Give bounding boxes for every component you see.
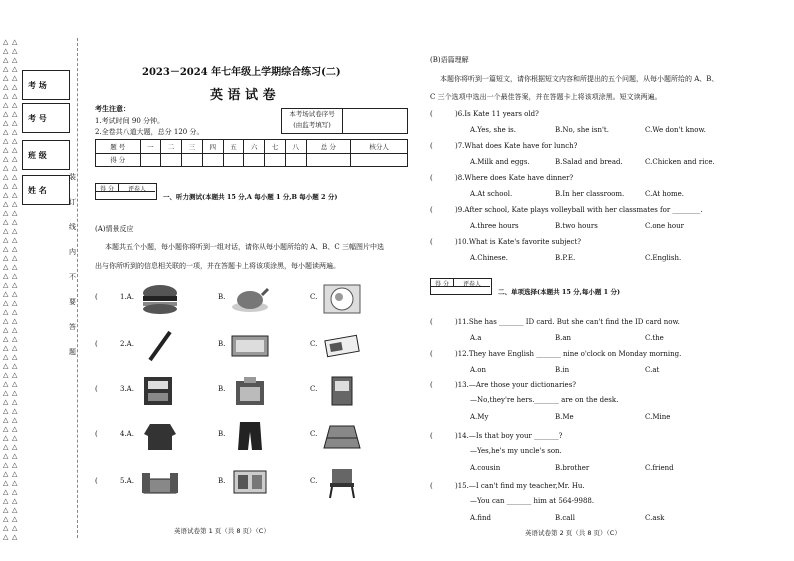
- option-c: C.one hour: [645, 222, 684, 230]
- paren: (: [430, 482, 433, 490]
- paren: (: [430, 318, 433, 326]
- cut-char: 装: [69, 173, 76, 181]
- score-value-cell: [265, 153, 286, 167]
- score-value-cell: [161, 153, 182, 167]
- cut-char: 订: [69, 198, 76, 206]
- cut-char: 不: [69, 273, 76, 281]
- part-b-title: (B)语篇理解: [430, 56, 469, 64]
- score-value-cell: [285, 153, 306, 167]
- notice-1: 1.考试时间 90 分钟。: [95, 117, 165, 125]
- paren: (: [430, 206, 433, 214]
- option-b: B.Salad and bread.: [555, 158, 623, 166]
- score-header-cell: 四: [202, 140, 223, 154]
- footer-left: 英语试卷第 1 页（共 8 页）（C）: [174, 527, 270, 535]
- paren: (: [430, 238, 433, 246]
- eraser-icon: [322, 330, 364, 364]
- option-c: C.Chicken and rice.: [645, 158, 715, 166]
- chair-icon: [322, 467, 364, 501]
- skirt-icon: [322, 420, 364, 454]
- cut-char: 内: [69, 248, 76, 256]
- part-a-instr-2: 出与你所听到的信息相关联的一项，并在答题卡上将该项涂黑，每小题读两遍。: [95, 262, 340, 270]
- option-letter: B.: [218, 340, 226, 348]
- binding-triangles-left-2: △ △ △ △ △ △ △ △ △ △ △ △ △ △ △ △ △ △ △ △ △ △ △ △ △ △ △ △ △ △ △ △ △ △ △ △ △ △ △ △ △ △ △ △ △ △ △ △ △ △ △ △ △ △ △ △: [12, 38, 18, 541]
- paren: (: [430, 381, 433, 389]
- part-b-instr-2: C 三个选项中选出一个最佳答案，并在答题卡上将该项涂黑。短文读两遍。: [430, 93, 662, 101]
- option-a: A.At school.: [470, 190, 513, 198]
- score-value-cell: 得 分: [96, 153, 141, 167]
- notice-2: 2.全卷共八道大题，总分 120 分。: [95, 128, 204, 136]
- option-letter: C.: [310, 293, 318, 301]
- option-b: B.P.E.: [555, 254, 576, 262]
- binding-line: [77, 38, 78, 538]
- cut-char: 线: [69, 223, 76, 231]
- option-c: C.English.: [645, 254, 682, 262]
- name-field: 姓 名: [22, 175, 70, 205]
- exam-number-field: 考 号: [22, 103, 70, 133]
- option-c: C.We don't know.: [645, 126, 706, 134]
- option-b: B.Me: [555, 413, 574, 421]
- binding-cut-text: [69, 170, 76, 370]
- part-a-title: (A)情景反应: [95, 225, 134, 233]
- question-number: 5.A.: [120, 477, 134, 485]
- score-value-cell: [202, 153, 223, 167]
- question-text: )7.What does Kate have for lunch?: [455, 142, 578, 150]
- egg-icon: [322, 283, 364, 317]
- chicken-icon: [230, 283, 272, 317]
- bookcase-icon: [230, 467, 272, 501]
- score-cell-2: 得 分: [431, 279, 454, 287]
- question-text: )12.They have English _______ nine o'clock on Monday morning.: [455, 350, 682, 358]
- paren: (: [95, 430, 98, 438]
- paren: (: [95, 477, 98, 485]
- option-b: B.brother: [555, 464, 590, 472]
- paren: (: [95, 385, 98, 393]
- question-number: 4.A.: [120, 430, 134, 438]
- option-a: A.on: [470, 366, 487, 374]
- option-c: C.friend: [645, 464, 674, 472]
- part-b-instr-1: 本题你将听到一篇短文，请你根据短文内容和所提出的五个问题，从每小题所给的 A、B、: [440, 75, 719, 83]
- part-a-instr-1: 本题共五个小题，每小题你将听到一组对话，请你从每小题所给的 A、B、C 三幅图片中选: [105, 243, 385, 251]
- question-text: )14.—Is that boy your _______?: [455, 432, 563, 440]
- hamburger-icon: [140, 283, 182, 317]
- question-text: )10.What is Kate's favorite subject?: [455, 238, 582, 246]
- pencil-box-icon: [230, 330, 272, 364]
- score-header-cell: 总 分: [306, 140, 351, 154]
- grader-cell: 评卷人: [119, 184, 155, 192]
- score-value-cell: [182, 153, 203, 167]
- option-c: C.ask: [645, 514, 665, 522]
- question-text: )8.Where does Kate have dinner?: [455, 174, 574, 182]
- option-a: A.a: [470, 334, 482, 342]
- option-a: A.find: [470, 514, 491, 522]
- seat-number-box: [281, 108, 408, 134]
- section1-heading: 一、听力测试(本题共 15 分,A 每小题 1 分,B 每小题 2 分): [163, 193, 338, 201]
- option-b: B.two hours: [555, 222, 598, 230]
- score-header-cell: 六: [244, 140, 265, 154]
- seat-sub: (由监考填写): [293, 121, 331, 129]
- sofa-icon: [140, 467, 182, 501]
- option-letter: C.: [310, 340, 318, 348]
- jacket-icon: [140, 420, 182, 454]
- option-letter: C.: [310, 430, 318, 438]
- subject-title: 英 语 试 卷: [210, 88, 276, 103]
- option-a: A.Milk and eggs.: [470, 158, 530, 166]
- option-b: B.No, she isn't.: [555, 126, 609, 134]
- cut-char: 答: [69, 323, 76, 331]
- score-header-cell: 七: [265, 140, 286, 154]
- score-header-cell: 一: [140, 140, 161, 154]
- question-text: )6.Is Kate 11 years old?: [455, 110, 539, 118]
- score-header-cell: 八: [285, 140, 306, 154]
- option-a: A.My: [470, 413, 489, 421]
- score-value-cell: [140, 153, 161, 167]
- schoolbag-icon: [230, 375, 272, 409]
- exam-room-field: 考 场: [22, 70, 70, 100]
- option-a: A.three hours: [470, 222, 519, 230]
- scorer-box-1: [95, 183, 157, 200]
- question-number: 3.A.: [120, 385, 134, 393]
- score-table: [95, 139, 408, 167]
- score-header-cell: 三: [182, 140, 203, 154]
- binding-triangles-left: △ △ △ △ △ △ △ △ △ △ △ △ △ △ △ △ △ △ △ △ △ △ △ △ △ △ △ △ △ △ △ △ △ △ △ △ △ △ △ △ △ △ △ △ △ △ △ △ △ △ △ △ △ △ △ △: [3, 38, 9, 541]
- option-c: C.at: [645, 366, 660, 374]
- score-header-cell: 题 号: [96, 140, 141, 154]
- grader-cell-2: 评卷人: [454, 279, 490, 287]
- question-reply: —No,they're hers._______ are on the desk.: [470, 396, 619, 404]
- question-text: )9.After school, Kate plays volleyball with her classmates for ________.: [455, 206, 703, 214]
- question-text: )11.She has _______ ID card. But she can't find the ID card now.: [455, 318, 680, 326]
- pencil-icon: [140, 330, 182, 364]
- seat-label: 本考场试卷序号: [289, 110, 335, 118]
- score-header-cell: 二: [161, 140, 182, 154]
- score-value-cell: [351, 153, 408, 167]
- question-number: 1.A.: [120, 293, 134, 301]
- score-header-cell: 五: [223, 140, 244, 154]
- cut-char: 要: [69, 298, 76, 306]
- score-value-cell: [244, 153, 265, 167]
- option-letter: B.: [218, 430, 226, 438]
- paren: (: [430, 110, 433, 118]
- option-letter: B.: [218, 385, 226, 393]
- score-header-cell: 核分人: [351, 140, 408, 154]
- option-b: B.an: [555, 334, 572, 342]
- book-icon: [140, 375, 182, 409]
- pants-icon: [230, 420, 272, 454]
- paren: (: [95, 293, 98, 301]
- paren: (: [430, 350, 433, 358]
- score-cell: 得 分: [96, 184, 119, 192]
- score-value-cell: [223, 153, 244, 167]
- paren: (: [430, 142, 433, 150]
- paren: (: [95, 340, 98, 348]
- section2-heading: 二、单项选择(本题共 15 分,每小题 1 分): [498, 288, 621, 296]
- option-a: A.Yes, she is.: [470, 126, 517, 134]
- option-a: A.cousin: [470, 464, 501, 472]
- exam-title: 2023－2024 年七年级上学期综合练习(二): [142, 67, 341, 78]
- question-text: )13.—Are those your dictionaries?: [455, 381, 577, 389]
- question-number: 2.A.: [120, 340, 134, 348]
- option-letter: B.: [218, 477, 226, 485]
- option-c: C.At home.: [645, 190, 685, 198]
- question-text: )15.—I can't find my teacher,Mr. Hu.: [455, 482, 585, 490]
- question-reply: —You can _______ him at 564-9988.: [470, 497, 595, 505]
- option-letter: C.: [310, 477, 318, 485]
- scorer-box-2: [430, 278, 492, 295]
- dictionary-icon: [322, 375, 364, 409]
- cut-char: 题: [69, 348, 76, 356]
- class-field: 班 级: [22, 140, 70, 170]
- option-a: A.Chinese.: [470, 254, 508, 262]
- option-letter: C.: [310, 385, 318, 393]
- option-b: B.call: [555, 514, 575, 522]
- score-value-cell: [306, 153, 351, 167]
- paren: (: [430, 174, 433, 182]
- paren: (: [430, 432, 433, 440]
- option-letter: B.: [218, 293, 226, 301]
- option-b: B.in: [555, 366, 570, 374]
- footer-right: 英语试卷第 2 页（共 8 页）（C）: [525, 529, 621, 537]
- option-c: C.the: [645, 334, 664, 342]
- option-c: C.Mine: [645, 413, 671, 421]
- option-b: B.In her classroom.: [555, 190, 625, 198]
- question-reply: —Yes,he's my uncle's son.: [470, 447, 562, 455]
- notice-title: 考生注意：: [95, 104, 130, 113]
